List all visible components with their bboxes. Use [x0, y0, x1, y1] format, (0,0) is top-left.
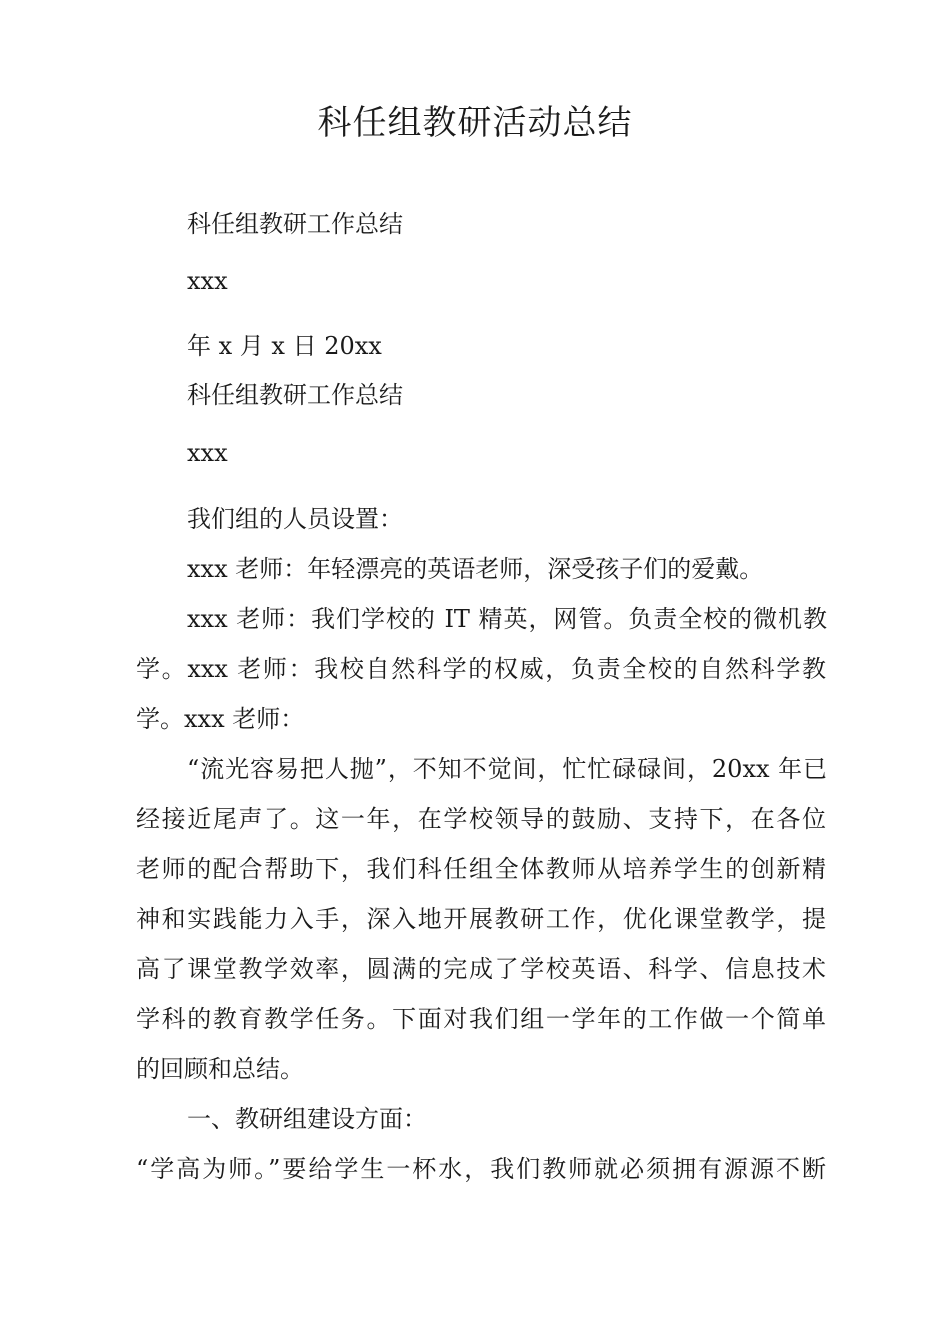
paragraph-line: 学科的教育教学任务。下面对我们组一学年的工作做一个简单 — [136, 1005, 826, 1033]
paragraph-line: 神和实践能力入手，深入地开展教研工作，优化课堂教学，提 — [136, 905, 826, 933]
header-line: xxx — [187, 439, 228, 467]
paragraph-line: 经接近尾声了。这一年，在学校领导的鼓励、支持下，在各位 — [136, 805, 826, 833]
staff-line: 学。xxx 老师： — [136, 705, 305, 733]
header-line: xxx — [187, 267, 228, 295]
header-line: 科任组教研工作总结 — [187, 210, 403, 238]
staff-line: xxx 老师：年轻漂亮的英语老师，深受孩子们的爱戴。 — [187, 555, 764, 583]
paragraph-line: “学高为师。”要给学生一杯水，我们教师就必须拥有源源不断 — [136, 1155, 826, 1183]
paragraph-line: 老师的配合帮助下，我们科任组全体教师从培养学生的创新精 — [136, 855, 826, 883]
staff-line: 学。xxx 老师：我校自然科学的权威，负责全校的自然科学教 — [136, 655, 826, 683]
paragraph-line: 高了课堂教学效率，圆满的完成了学校英语、科学、信息技术 — [136, 955, 826, 983]
header-line: 年 x 月 x 日 20xx — [187, 332, 382, 360]
paragraph-line: “流光容易把人抛”，不知不觉间，忙忙碌碌间，20xx 年已 — [187, 755, 827, 783]
staff-intro: 我们组的人员设置： — [187, 505, 403, 533]
staff-line: xxx 老师：我们学校的 IT 精英，网管。负责全校的微机教 — [187, 605, 827, 633]
section-heading: 一、教研组建设方面： — [187, 1105, 427, 1133]
document-title: 科任组教研活动总结 — [317, 103, 633, 143]
paragraph-line: 的回顾和总结。 — [136, 1055, 304, 1083]
header-line: 科任组教研工作总结 — [187, 381, 403, 409]
